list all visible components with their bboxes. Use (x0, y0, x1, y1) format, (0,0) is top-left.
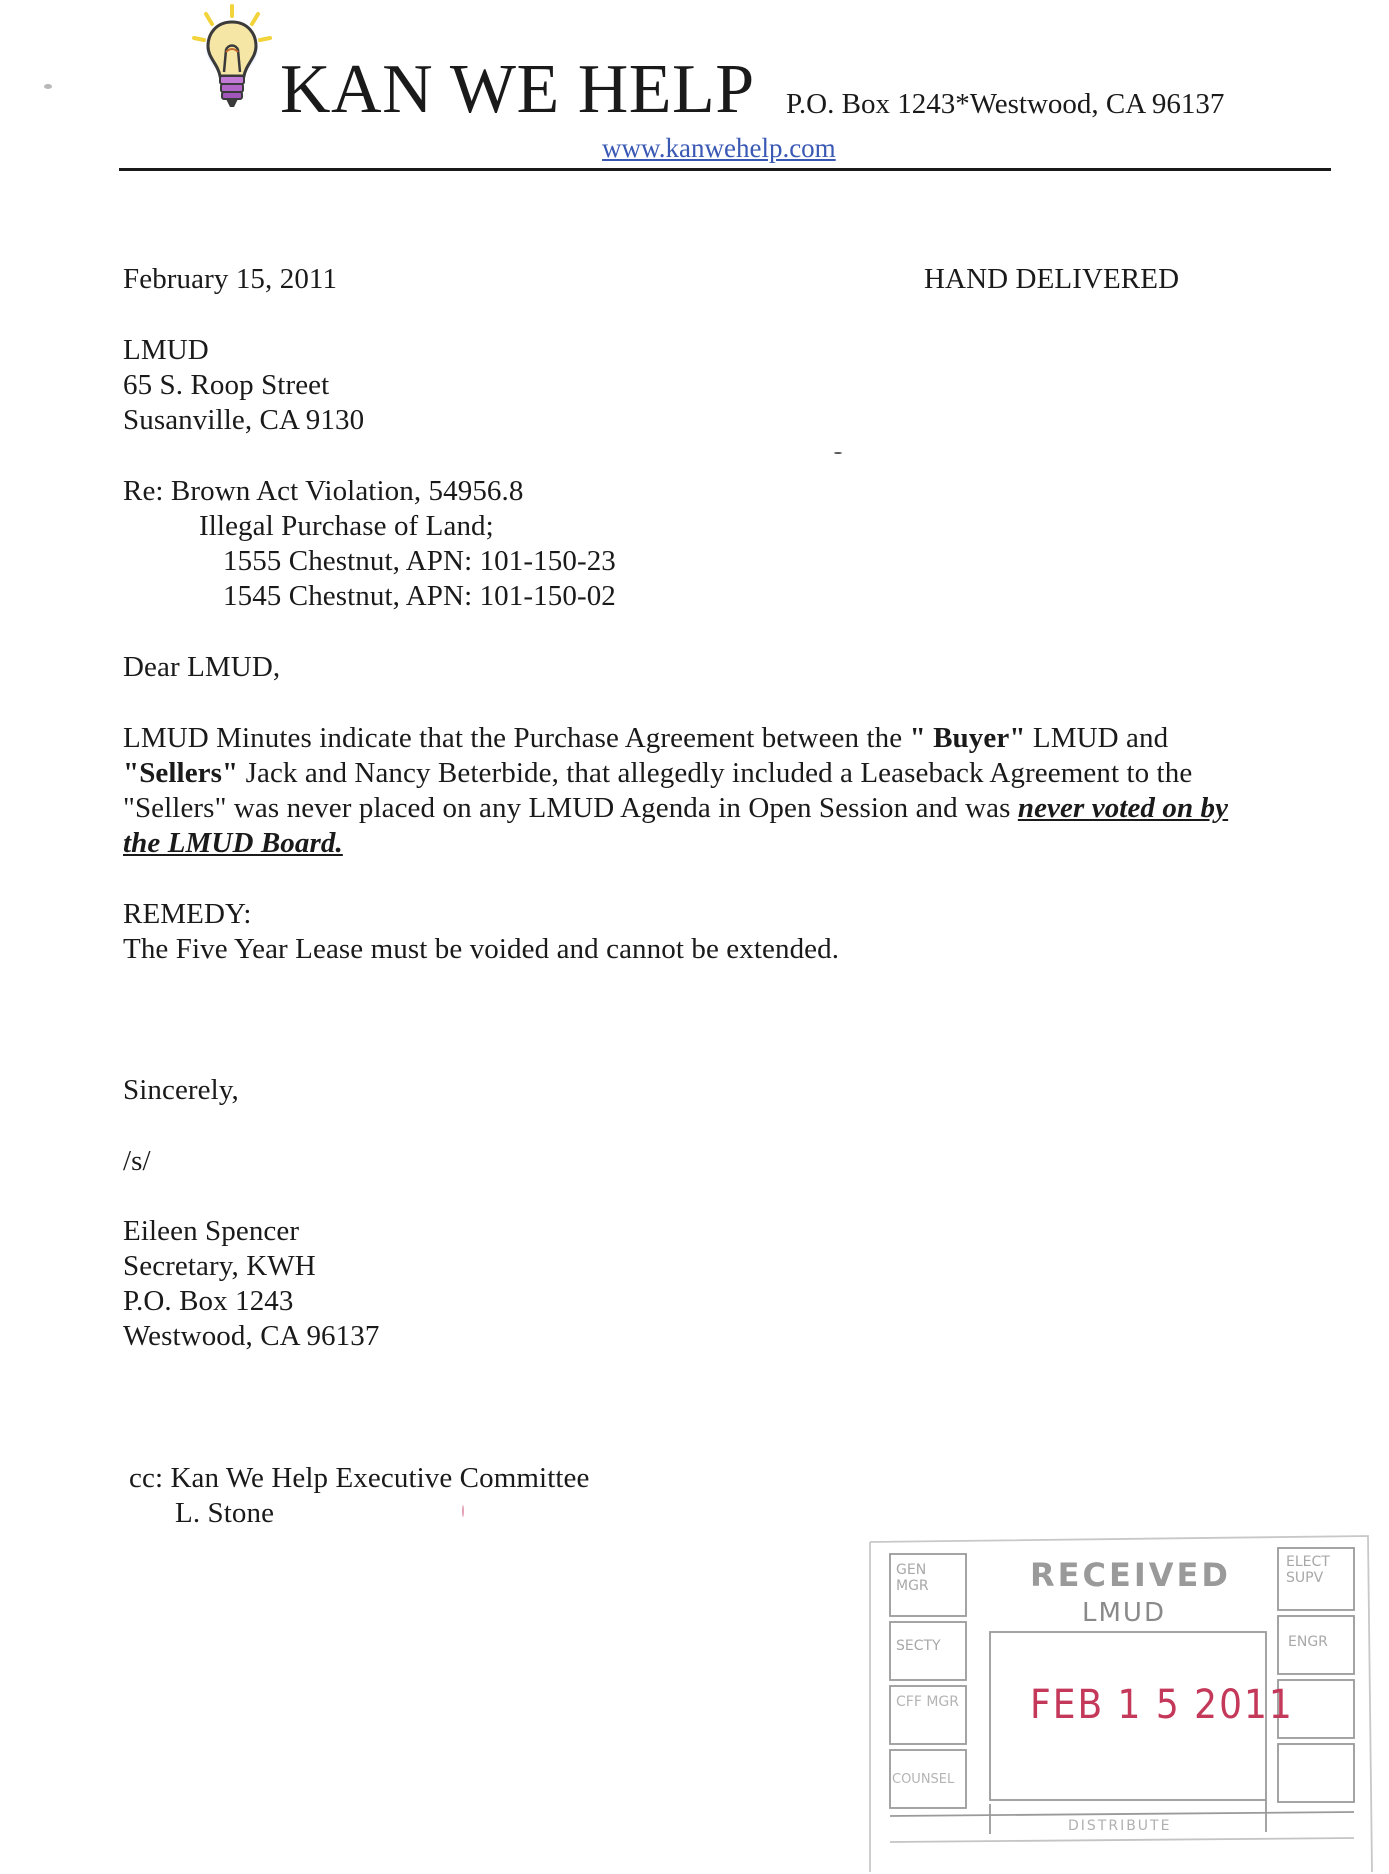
remedy-heading: REMEDY: (123, 898, 252, 930)
body-text: Jack and Nancy Beterbide, that allegedly included a Leaseback Agreement to the (238, 757, 1193, 789)
scan-speck (44, 84, 52, 89)
body-text: "Sellers" was never placed on any LMUD Agenda in Open Session and was (123, 792, 1018, 824)
website-link[interactable]: www.kanwehelp.com (602, 133, 836, 163)
signer-name: Eileen Spencer (123, 1215, 300, 1247)
org-name: KAN WE HELP (280, 51, 755, 128)
recipient-city: Susanville, CA 9130 (123, 404, 365, 436)
stamp-box-label: SECTY (896, 1638, 941, 1654)
stamp-distribute: DISTRIBUTE (1068, 1818, 1172, 1834)
remedy-text: The Five Year Lease must be voided and cannot be extended. (123, 933, 840, 965)
lightbulb-logo-icon (192, 4, 278, 122)
closing: Sincerely, (123, 1074, 239, 1106)
body-line-2 (123, 755, 1192, 791)
letterhead-divider (119, 168, 1331, 171)
re-line-3: 1555 Chestnut, APN: 101-150-23 (223, 545, 616, 577)
signer-city: Westwood, CA 96137 (123, 1320, 380, 1352)
recipient-name: LMUD (123, 334, 209, 366)
body-text: LMUD and (1025, 722, 1169, 754)
cc-line-1: cc: Kan We Help Executive Committee (129, 1462, 590, 1494)
body-text: LMUD Minutes indicate that the Purchase Agreement between the (123, 722, 910, 754)
signer-title: Secretary, KWH (123, 1250, 316, 1282)
cc-line-2: L. Stone (175, 1497, 275, 1529)
recipient-street: 65 S. Roop Street (123, 369, 330, 401)
stamp-box-label: COUNSEL (892, 1772, 955, 1787)
body-line-4 (123, 825, 343, 861)
signature: /s/ (123, 1145, 151, 1177)
emphasis-text: never voted on by (1017, 792, 1229, 824)
letter-date: February 15, 2011 (123, 263, 338, 295)
salutation: Dear LMUD, (123, 651, 281, 683)
body-line-1 (123, 720, 1168, 756)
stamp-date: FEB 1 5 2011 (1030, 1682, 1294, 1728)
stamp-box-label: ENGR (1288, 1634, 1328, 1650)
re-subject: Re: Brown Act Violation, 54956.8 (123, 475, 524, 507)
stamp-box-label: GEN MGR (896, 1562, 929, 1594)
emphasis-text: the LMUD Board. (123, 827, 343, 859)
stamp-org: LMUD (1082, 1598, 1166, 1628)
body-line-3 (123, 790, 1228, 826)
org-address: P.O. Box 1243*Westwood, CA 96137 (786, 88, 1225, 120)
sellers-term: "Sellers" (123, 757, 239, 789)
received-stamp (868, 1534, 1374, 1874)
signer-box: P.O. Box 1243 (123, 1285, 294, 1317)
stamp-received: RECEIVED (1030, 1556, 1231, 1594)
stamp-box-label: ELECT SUPV (1286, 1554, 1330, 1586)
scan-speck (834, 452, 842, 454)
buyer-term: " Buyer" (909, 722, 1026, 754)
scan-speck (462, 1505, 464, 1517)
delivery-method: HAND DELIVERED (924, 263, 1180, 295)
re-line-2: Illegal Purchase of Land; (199, 510, 494, 542)
re-line-4: 1545 Chestnut, APN: 101-150-02 (223, 580, 616, 612)
stamp-box-label: CFF MGR (896, 1694, 959, 1710)
